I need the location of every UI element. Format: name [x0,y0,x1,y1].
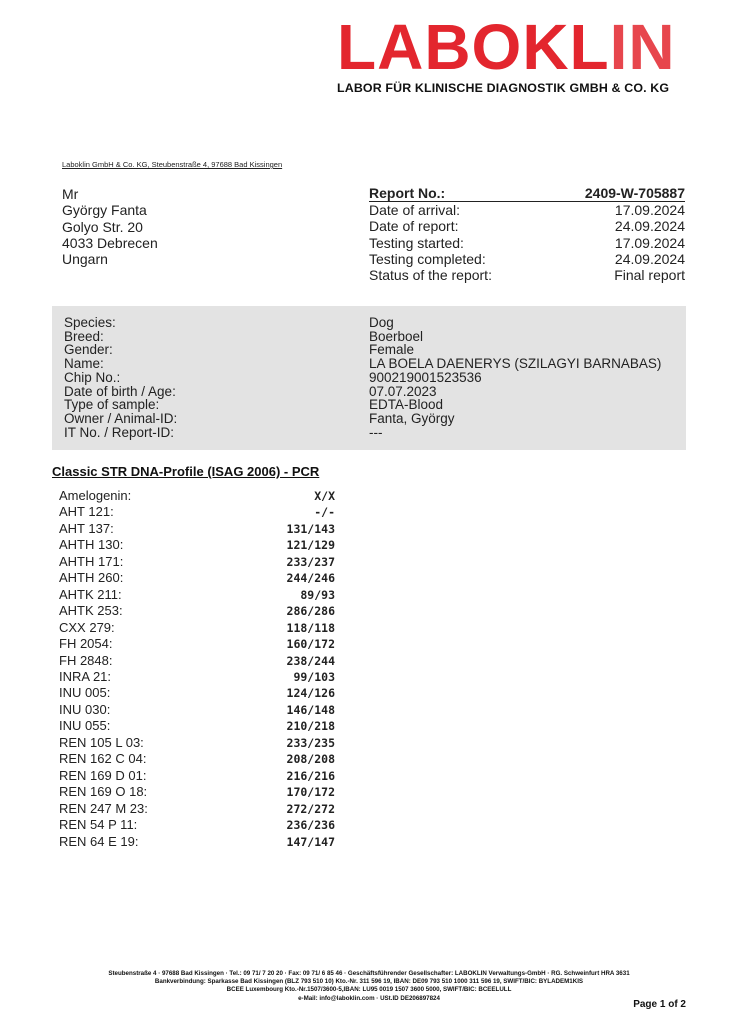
str-marker-value: 124/126 [286,686,335,701]
report-row-label: Date of report: [369,218,459,235]
str-marker-name: AHTK 211: [59,586,122,602]
str-marker-name: REN 162 C 04: [59,751,147,767]
str-marker-row [59,784,335,800]
animal-field-value: 900219001523536 [369,369,482,385]
report-row [369,235,685,251]
recipient-line: György Fanta [62,202,147,219]
str-marker-name: REN 54 P 11: [59,817,138,833]
animal-field-value: Fanta, György [369,410,455,426]
str-marker-name: REN 169 O 18: [59,784,148,800]
str-marker-value: 131/143 [286,521,335,536]
recipient-line: Golyo Str. 20 [62,218,143,235]
str-marker-name: REN 64 E 19: [59,833,139,849]
str-marker-value: 160/172 [286,637,335,652]
animal-field-value: Boerboel [369,328,424,344]
str-marker-value: 170/172 [286,785,335,800]
profile-title: Classic STR DNA-Profile (ISAG 2006) - PCR [52,464,320,479]
animal-field-label: Species: [64,315,116,330]
str-marker-value: 208/208 [286,752,335,767]
str-marker-name: FH 2848: [59,652,113,668]
str-marker-name: AHTK 253: [59,603,123,619]
str-marker-row [59,751,335,767]
footer-company-info [56,970,682,1003]
str-marker-row [59,702,335,718]
str-marker-row [59,801,335,817]
report-row [369,202,685,218]
str-marker-row [59,653,335,669]
report-number-row [369,186,685,202]
str-marker-row [59,620,335,636]
str-marker-name: REN 247 M 23: [59,800,148,816]
animal-field-label: Breed: [64,328,104,344]
str-marker-value: 272/272 [286,801,335,816]
report-row-label: Testing completed: [369,250,486,267]
animal-field-value: Female [369,342,415,358]
str-marker-row [59,570,335,586]
str-marker-name: AHTH 260: [59,570,124,586]
recipient-line: Ungarn [62,251,108,268]
str-marker-value: 89/93 [300,587,335,602]
report-row-value: 17.09.2024 [614,234,685,251]
page-number: Page 1 of 2 [633,999,686,1010]
str-marker-name: Amelogenin: [59,488,132,503]
str-marker-list [59,488,335,850]
str-marker-row [59,685,335,701]
report-row-value: 17.09.2024 [614,202,685,218]
animal-labels [64,316,177,439]
report-number-label: Report No.: [369,185,446,201]
report-row-label: Status of the report: [369,267,492,284]
animal-field-label: Type of sample: [64,397,160,413]
str-marker-value: 146/148 [286,702,335,717]
str-marker-value: 121/129 [286,538,335,553]
str-marker-name: INU 055: [59,718,111,734]
logo-text-end: IN [609,11,676,83]
animal-field-label: Gender: [64,342,113,358]
str-marker-name: AHTH 171: [59,553,124,569]
str-marker-row [59,504,335,520]
str-marker-value: 210/218 [286,719,335,734]
str-marker-name: CXX 279: [59,619,115,635]
str-marker-value: 216/216 [286,768,335,783]
str-marker-value: 118/118 [286,620,335,635]
animal-field-label: Chip No.: [64,369,121,385]
str-marker-name: AHT 137: [59,520,114,536]
str-marker-value: 233/235 [286,735,335,750]
str-marker-row [59,735,335,751]
str-marker-name: REN 169 D 01: [59,767,147,783]
str-marker-row [59,554,335,570]
sender-address-line: Laboklin GmbH & Co. KG, Steubenstraße 4, 97688 Bad Kissingen [62,160,283,169]
report-row-value: 24.09.2024 [614,218,685,235]
str-marker-value: 244/246 [286,571,335,586]
str-marker-row [59,537,335,553]
report-row-value: Final report [614,267,685,284]
report-number-value: 2409-W-705887 [584,185,685,201]
report-row [369,251,685,267]
str-marker-row [59,636,335,652]
str-marker-row [59,669,335,685]
str-marker-name: FH 2054: [59,636,113,652]
str-marker-value: -/- [314,505,335,520]
str-marker-name: AHTH 130: [59,537,124,553]
report-row [369,267,685,283]
str-marker-row [59,587,335,603]
str-marker-row [59,488,335,504]
animal-field-value: LA BOELA DAENERYS (SZILAGYI BARNABAS) [369,356,662,372]
str-marker-row [59,817,335,833]
animal-info-panel [52,306,686,450]
str-marker-value: 233/237 [286,554,335,569]
str-marker-row [59,603,335,619]
report-row-value: 24.09.2024 [614,250,685,267]
footer-line: Bankverbindung: Sparkasse Bad Kissingen (BLZ 793 510 10) Kto.-Nr. 311 596 19, IBAN: DE09 793 510 1000 311 596 19, SWIFT/BIC: BYLADEM1KIS [154,978,584,986]
animal-field-label: Owner / Animal-ID: [64,410,178,426]
laboklin-logo [337,11,676,83]
str-marker-value: 236/236 [286,818,335,833]
logo-text-main: LABOKL [337,11,610,83]
report-row-label: Date of arrival: [369,202,461,218]
str-marker-name: REN 105 L 03: [59,734,144,750]
str-marker-value: 147/147 [286,834,335,849]
recipient-address [62,186,158,267]
str-marker-name: INU 005: [59,685,111,701]
animal-field-value: Dog [369,315,394,330]
recipient-line: Mr [62,186,79,202]
footer-line: e-Mail: info@laboklin.com · USt.ID DE206897824 [298,994,440,1002]
report-info [369,186,685,283]
str-marker-row [59,768,335,784]
str-marker-row [59,834,335,850]
str-marker-value: 238/244 [286,653,335,668]
animal-field-value: --- [369,424,383,440]
str-marker-row [59,521,335,537]
footer-line: BCEE Luxembourg Kto.-Nr.1507/3600-5,IBAN: LU95 0019 1507 3600 5000, SWIFT/BIC: BCEELULL [226,986,512,994]
report-row-label: Testing started: [369,234,464,251]
animal-field-value: EDTA-Blood [369,397,444,413]
recipient-line: 4033 Debrecen [62,234,158,251]
footer-line: Steubenstraße 4 · 97688 Bad Kissingen · Tel.: 09 71/ 7 20 20 · Fax: 09 71/ 6 85 46 · Geschäftsführender Gesellschafter: LABOKLIN Verwaltungs-GmbH · RG. Schweinfurt HRA 3631 [108,970,630,977]
animal-field-label: Name: [64,356,104,372]
str-marker-row [59,718,335,734]
str-marker-name: INRA 21: [59,668,112,684]
str-marker-name: AHT 121: [59,504,114,520]
str-marker-name: INU 030: [59,701,111,717]
company-subtitle: LABOR FÜR KLINISCHE DIAGNOSTIK GMBH & CO. KG [337,81,670,95]
animal-field-label: IT No. / Report-ID: [64,424,175,440]
str-marker-value: X/X [314,489,335,503]
animal-field-label: Date of birth / Age: [64,383,176,399]
animal-values [369,316,661,439]
str-marker-value: 286/286 [286,604,335,619]
str-marker-value: 99/103 [293,669,335,684]
report-row [369,218,685,234]
animal-field-value: 07.07.2023 [369,383,437,399]
